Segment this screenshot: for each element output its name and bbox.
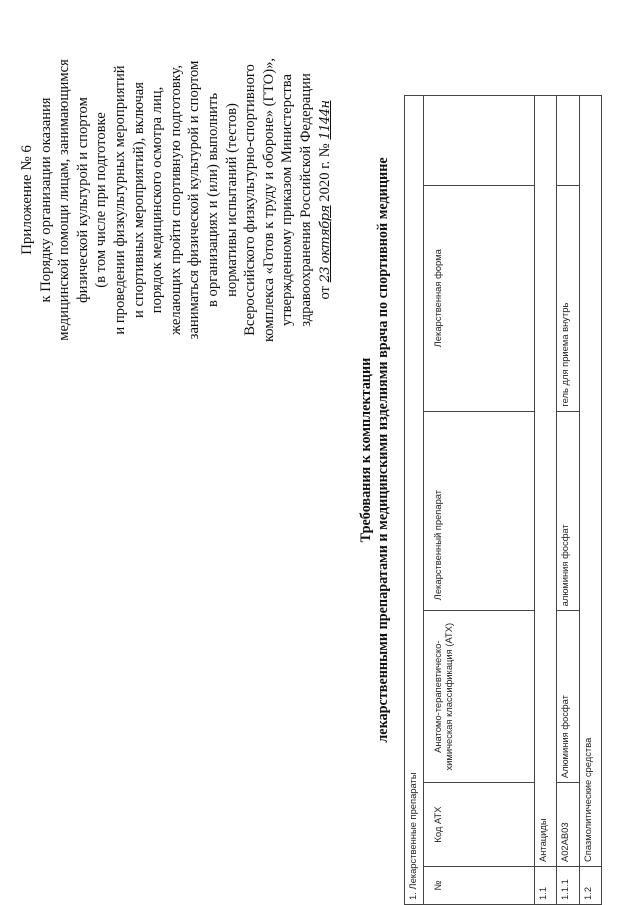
header-num: № (424, 867, 535, 905)
header-drug: Лекарственный препарат (424, 411, 535, 611)
table-row (557, 96, 579, 905)
appendix-line: комплекса «Готов к труду и обороне» (ГТО)», (260, 57, 277, 343)
row-num: 1.1 (534, 867, 556, 905)
appendix-line: медицинской помощи лицам, занимающимся (56, 59, 73, 341)
header-atc-class: Анатомо-терапевтическо-химическая классификация (АТХ) (424, 611, 535, 783)
appendix-line: желающих пройти спортивную подготовку, (167, 64, 184, 336)
table-row (579, 96, 601, 905)
appendix-line: к Порядку организации оказания (37, 97, 54, 303)
row-drug: алюминия фосфат (557, 411, 579, 611)
header-extra (424, 96, 535, 186)
row-group-label: Спазмолитические средства (579, 96, 601, 867)
document-title (358, 35, 392, 865)
appendix-line: физической культурой и спортом (74, 97, 91, 303)
appendix-line: Приложение № 6 (19, 145, 35, 255)
appendix-line: (в том числе при подготовке (93, 112, 110, 288)
requirements-table (404, 95, 602, 905)
row-atc-class: Алюминия фосфат (557, 611, 579, 783)
appendix-line: здравоохранения Российской Федерации (297, 73, 314, 327)
table-section-row (405, 96, 424, 905)
header-form: Лекарственная форма (424, 185, 535, 411)
appendix-line: заниматься физической культурой и спортом (186, 60, 203, 340)
appendix-line: и спортивных мероприятий), включая (130, 82, 147, 319)
title-line-2: лекарственными препаратами и медицинскими изделиями врача по спортивной медицине (375, 157, 391, 743)
table-row (534, 96, 556, 905)
order-number-handwritten: 1144н (317, 100, 333, 140)
row-atc-code: A02AB03 (557, 783, 579, 867)
row-form: гель для приема внутрь (557, 185, 579, 411)
appendix-line: утвержденному приказом Министерства (279, 74, 296, 326)
order-prefix: от (316, 286, 333, 300)
appendix-line: порядок медицинского осмотра лиц, (149, 86, 166, 314)
row-extra (557, 96, 579, 186)
appendix-line: Всероссийского физкультурно-спортивного (242, 64, 259, 336)
table-header-row (424, 96, 535, 905)
appendix-header (18, 35, 335, 365)
title-line-1: Требования к комплектации (358, 357, 374, 543)
section-title: 1. Лекарственные препараты (405, 96, 424, 905)
row-num: 1.2 (579, 867, 601, 905)
appendix-line: в организациях и (или) выполнить (204, 93, 221, 308)
order-line (316, 35, 336, 365)
appendix-line: и проведении физкультурных мероприятий (111, 65, 128, 335)
header-atc-code: Код АТХ (424, 783, 535, 867)
appendix-line: нормативы испытаний (тестов) (223, 103, 240, 297)
order-date-handwritten: 23 октября (317, 205, 333, 283)
order-year: 2020 г. № (316, 143, 333, 202)
row-group-label: Антациды (534, 96, 556, 867)
row-num: 1.1.1 (557, 867, 579, 905)
